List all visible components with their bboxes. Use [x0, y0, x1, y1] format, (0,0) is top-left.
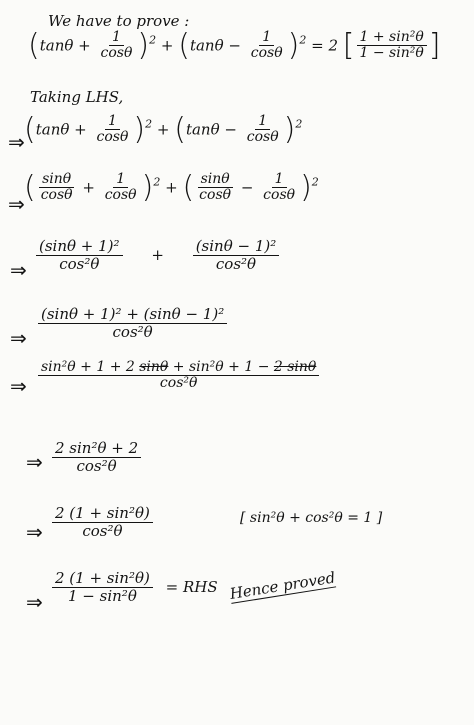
step-3: $\frac{\text{(sinθ + 1)²}}{\text{cos²θ}}$ + $\frac{\text{(sinθ − 1)²}}{\text{cos²θ}}$ [34, 238, 281, 272]
step-5: $\frac{\text{sin²θ + 1 + 2 sinθ + sin²θ + 1 − 2 sinθ}}{\text{cos²θ}}$ [36, 360, 321, 392]
implies-arrow: ⇒ [8, 130, 25, 154]
step-4: $\frac{\text{(sinθ + 1)² + (sinθ − 1)²}}{\text{cos²θ}}$ [36, 306, 229, 340]
step-7: $\frac{\text{2 (1 + sin²θ)}}{\text{cos²θ}}$ [50, 505, 155, 539]
implies-arrow: ⇒ [26, 520, 43, 544]
step-2: ( $\frac{\sin\theta}{\cos\theta}$ + $\frac{1}{\cos\theta}$ )$^2$ + ( $\frac{\sin\theta}{\cos\theta}$ − $\frac{1}{\cos\theta}$ )$^2$ [24, 170, 319, 205]
step-6: $\frac{\text{2 sin²θ + 2}}{\text{cos²θ}}$ [50, 440, 143, 474]
intro-text: We have to prove : [48, 12, 190, 30]
step-8: $\frac{\text{2 (1 + sin²θ)}}{\text{1 − sin²θ}}$ = RHS [50, 570, 218, 604]
taking-lhs: Taking LHS, [30, 88, 124, 106]
hence-proved: Hence proved [228, 568, 337, 603]
implies-arrow: ⇒ [10, 258, 27, 282]
statement-equation: (tanθ + $\frac{1}{\cos\theta}$ )$^2$ + (tanθ − $\frac{1}{\cos\theta}$ )$^2$ = 2 [ $\frac{\text{1 + sin²θ}}{\text{1 − sin²θ}}$ ] [28, 28, 441, 63]
implies-arrow: ⇒ [10, 374, 27, 398]
implies-arrow: ⇒ [26, 450, 43, 474]
implies-arrow: ⇒ [26, 590, 43, 614]
implies-arrow: ⇒ [8, 192, 25, 216]
step-1: (tanθ + $\frac{1}{\cos\theta}$ )$^2$ + (tanθ − $\frac{1}{\cos\theta}$ )$^2$ [24, 112, 303, 147]
identity-note: [ sin²θ + cos²θ = 1 ] [240, 510, 383, 526]
implies-arrow: ⇒ [10, 326, 27, 350]
